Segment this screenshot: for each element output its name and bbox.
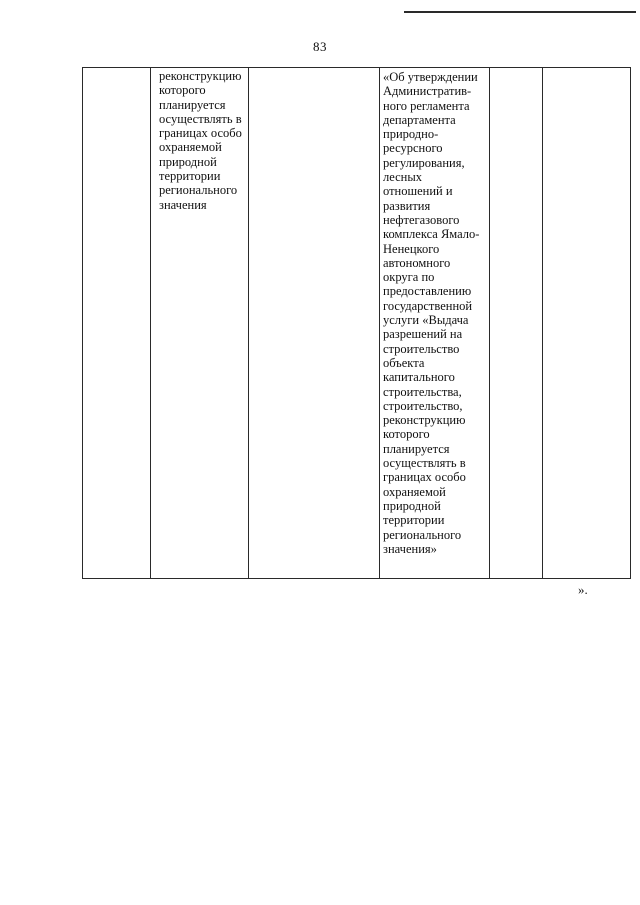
table-cell-2 — [151, 68, 249, 579]
table-cell-5 — [490, 68, 543, 579]
table-row — [83, 68, 631, 579]
table-cell-4 — [380, 68, 490, 579]
table-cell-6 — [543, 68, 631, 579]
page-number: 83 — [313, 39, 327, 54]
table-cell-3 — [249, 68, 380, 579]
document-table — [82, 67, 631, 579]
top-rule — [404, 11, 636, 13]
table-cell-1 — [83, 68, 151, 579]
cell-text: реконструкцию которого планируется осуществлять в границах особо охраняемой природной территории регионального значения — [159, 69, 242, 212]
cell-text: «Об утверждении Административ- ного регламента департамента природно- ресурсного регулирования, лесных отношений и развития нефтегазового комплекса Ямало- Ненецкого автономного округа по предоставлению государственной услуги «Выдача разрешений на строительство объекта капитального строительства, строительство, реконструкцию которого планируется осуществлять в границах особо охраняемой природной территории регионального значения» — [383, 70, 480, 556]
closing-quote-mark: ». — [578, 582, 588, 597]
